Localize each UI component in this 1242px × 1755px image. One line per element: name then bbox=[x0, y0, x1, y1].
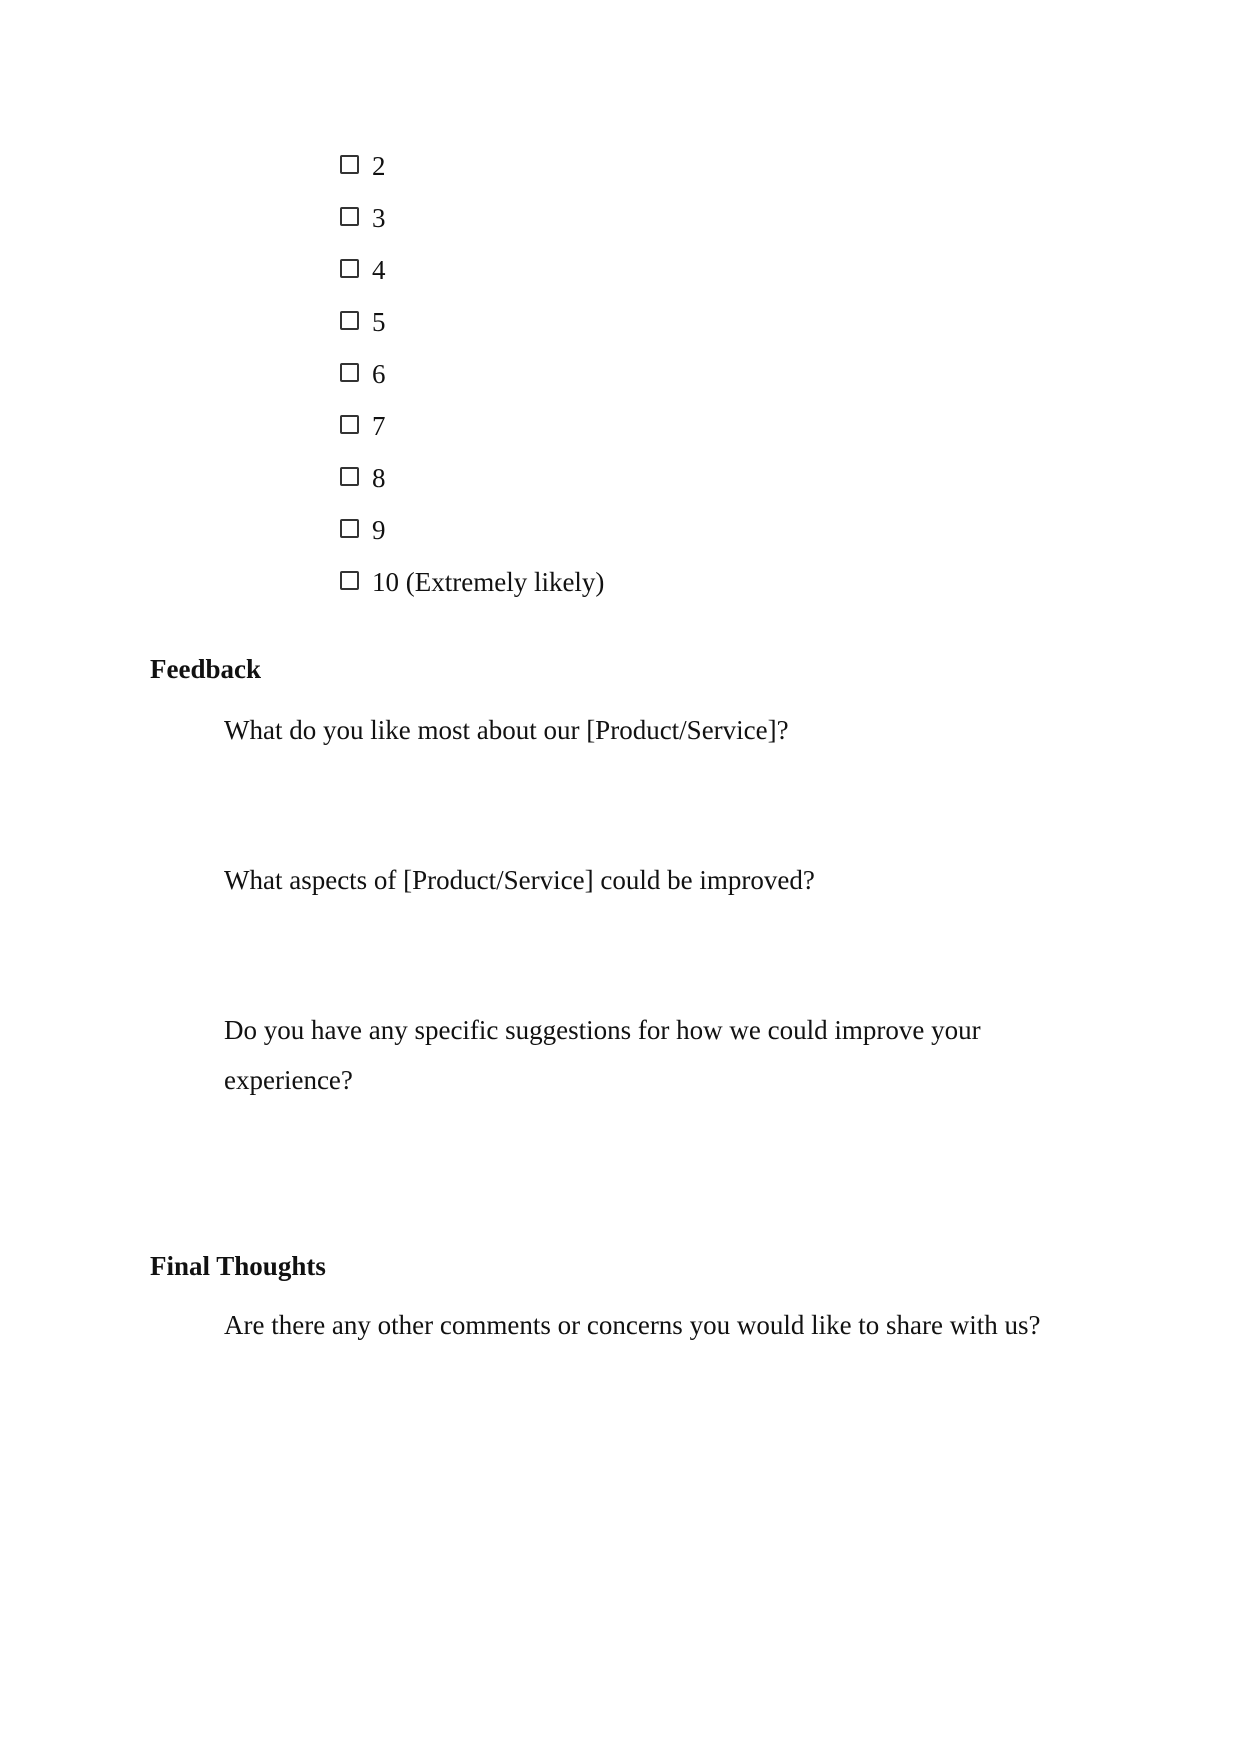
rating-option-4[interactable] bbox=[340, 244, 604, 296]
checkbox-icon[interactable] bbox=[340, 311, 359, 330]
question-improvements: What aspects of [Product/Service] could be improved? bbox=[224, 865, 815, 895]
rating-option-label: 10 (Extremely likely) bbox=[372, 566, 605, 597]
checkbox-icon[interactable] bbox=[340, 415, 359, 434]
rating-option-6[interactable] bbox=[340, 348, 604, 400]
rating-option-label: 4 bbox=[372, 254, 386, 285]
rating-option-label: 6 bbox=[372, 358, 386, 389]
checkbox-icon[interactable] bbox=[340, 259, 359, 278]
rating-option-label: 8 bbox=[372, 462, 386, 493]
question-other-comments: Are there any other comments or concerns you would like to share with us? bbox=[224, 1310, 1041, 1340]
checkbox-icon[interactable] bbox=[340, 363, 359, 382]
rating-option-10[interactable] bbox=[340, 556, 604, 608]
question-suggestions: Do you have any specific suggestions for how we could improve your experience? bbox=[224, 1015, 981, 1095]
rating-option-2[interactable] bbox=[340, 140, 604, 192]
checkbox-icon[interactable] bbox=[340, 571, 359, 590]
rating-option-3[interactable] bbox=[340, 192, 604, 244]
rating-option-label: 5 bbox=[372, 306, 386, 337]
feedback-heading: Feedback bbox=[150, 654, 261, 684]
rating-option-9[interactable] bbox=[340, 504, 604, 556]
final-thoughts-heading: Final Thoughts bbox=[150, 1251, 326, 1281]
rating-option-8[interactable] bbox=[340, 452, 604, 504]
checkbox-icon[interactable] bbox=[340, 155, 359, 174]
rating-option-5[interactable] bbox=[340, 296, 604, 348]
checkbox-icon[interactable] bbox=[340, 467, 359, 486]
rating-option-label: 2 bbox=[372, 150, 386, 181]
likelihood-rating-options bbox=[340, 140, 604, 608]
rating-option-label: 3 bbox=[372, 202, 386, 233]
checkbox-icon[interactable] bbox=[340, 207, 359, 226]
rating-option-7[interactable] bbox=[340, 400, 604, 452]
rating-option-label: 7 bbox=[372, 410, 386, 441]
question-like-most: What do you like most about our [Product/Service]? bbox=[224, 715, 789, 745]
rating-option-label: 9 bbox=[372, 514, 386, 545]
checkbox-icon[interactable] bbox=[340, 519, 359, 538]
